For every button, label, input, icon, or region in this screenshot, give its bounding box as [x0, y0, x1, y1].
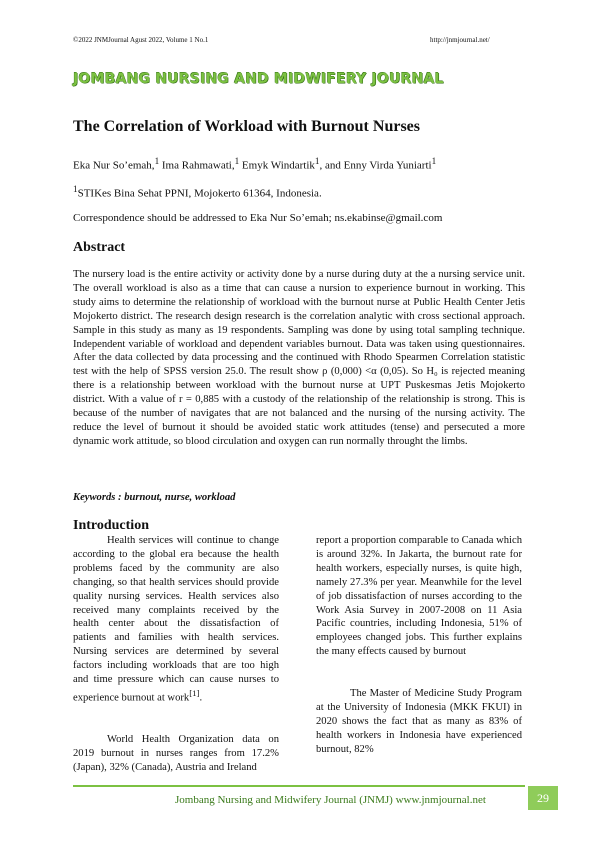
page-number: 29 [528, 786, 558, 810]
right-column [316, 534, 522, 756]
author-1: Eka Nur So’emah, [73, 159, 155, 172]
author-list [73, 156, 436, 172]
intro-paragraph-2: World Health Organization data on 2019 burnout in nurses ranges from 17.2% (Japan), 32% (Canada), Austria and Ireland [73, 734, 279, 773]
intro-paragraph-4: The Master of Medicine Study Program at the University of Indonesia (MKK FKUI) in 2020 shows the fact that as many as 83% of health workers in Indonesia have experienced burnout, 82% [316, 687, 522, 755]
citation-ref[interactable]: [1] [189, 687, 200, 698]
left-column [73, 534, 279, 775]
paper-title: The Correlation of Workload with Burnout Nurses [73, 118, 420, 135]
footer-text: Jombang Nursing and Midwifery Journal (JNMJ) www.jnmjournal.net [175, 794, 486, 806]
author-3-sup: 1 [314, 156, 320, 166]
journal-banner: JOMBANG NURSING AND MIDWIFERY JOURNAL [73, 71, 444, 87]
intro-p1-end: . [199, 692, 203, 704]
author-4-sup: 1 [431, 156, 437, 166]
affiliation-sup: 1 [73, 184, 78, 194]
intro-paragraph-3: report a proportion comparable to Canada which is around 32%. In Jakarta, the burnout rate for health workers, especially nurses, is quite high, namely 27.3% per year. Meanwhile for the level of job dissatisfaction of nurses according to the Work Asia Survey in 2007-2008 on 11 Asia Pacific countries, including Indonesia, 51% of employees changed jobs. This further explains the many effects caused by burnout [316, 535, 522, 658]
author-1-sup: 1 [154, 156, 160, 166]
abstract-body: The nursery load is the entire activity or activity done by a nurse during duty at the a nursing service unit. The overall workload is also as a time that can cause a nursion to experience burnout in working. This study aims to determine the relationship of workload with the burnout nurse at Public Health Center Jetis Mojokerto district. The research design research is the correlation analytic with cross sectional approach. Sample in this study as many as 19 respondents. Sampling was done by using total sampling technique. Independent variable of workload and dependent variables burnout. Data was taken using questionnaires. After the data collected by data processing and the continued with Rhodo Spearmen Correlation statistic test with the help of SPSS version 25.0. The result show ρ (0,000) <α (0,05). So H₀ is rejected meaning there is a relationship between workload with the burnout nurse at UPT Puskesmas Jetis Mojokerto district. With a value of r = 0,885 with a custody of the relationship of the relationship is strong. This is because of the number of navigates that are not balanced and the nursing of the nursing activity. The reduce the level of burnout it should be avoided static work attitudes (tense) and persecuted a more dynamic work attitude, so blood circulation and oxygen can run normally throught the limbs. [73, 269, 525, 447]
keywords: Keywords : burnout, nurse, workload [73, 492, 236, 503]
author-3: Emyk Windartik [239, 159, 315, 172]
abstract-heading: Abstract [73, 240, 126, 255]
intro-p1-text: Health services will continue to change according to the global era because the health problems faced by the community are also changing, so that health services should provide quality nursing services. Health services also received many complaints received by the health center about the dissatisfaction of patients and families with health services. Nursing services are determined by several factors including workloads that are too high and time pressure which can cause nurses to experience burnout at work [73, 535, 279, 704]
correspondence: Correspondence should be addressed to Eka Nur So’emah; ns.ekabinse@gmail.com [73, 212, 443, 224]
author-4: , and Enny Virda Yuniarti [319, 159, 432, 172]
author-2: Ima Rahmawati, [159, 159, 235, 172]
author-2-sup: 1 [234, 156, 240, 166]
intro-paragraph-1 [73, 534, 279, 705]
footer-rule [73, 785, 525, 787]
header-left: ©2022 JNMJournal Agust 2022, Volume 1 No.1 [73, 36, 209, 44]
affiliation [73, 184, 322, 200]
header-url[interactable]: http://jnmjournal.net/ [430, 36, 490, 44]
affiliation-text: STIKes Bina Sehat PPNI, Mojokerto 61364, Indonesia. [77, 187, 322, 200]
introduction-heading: Introduction [73, 518, 149, 533]
